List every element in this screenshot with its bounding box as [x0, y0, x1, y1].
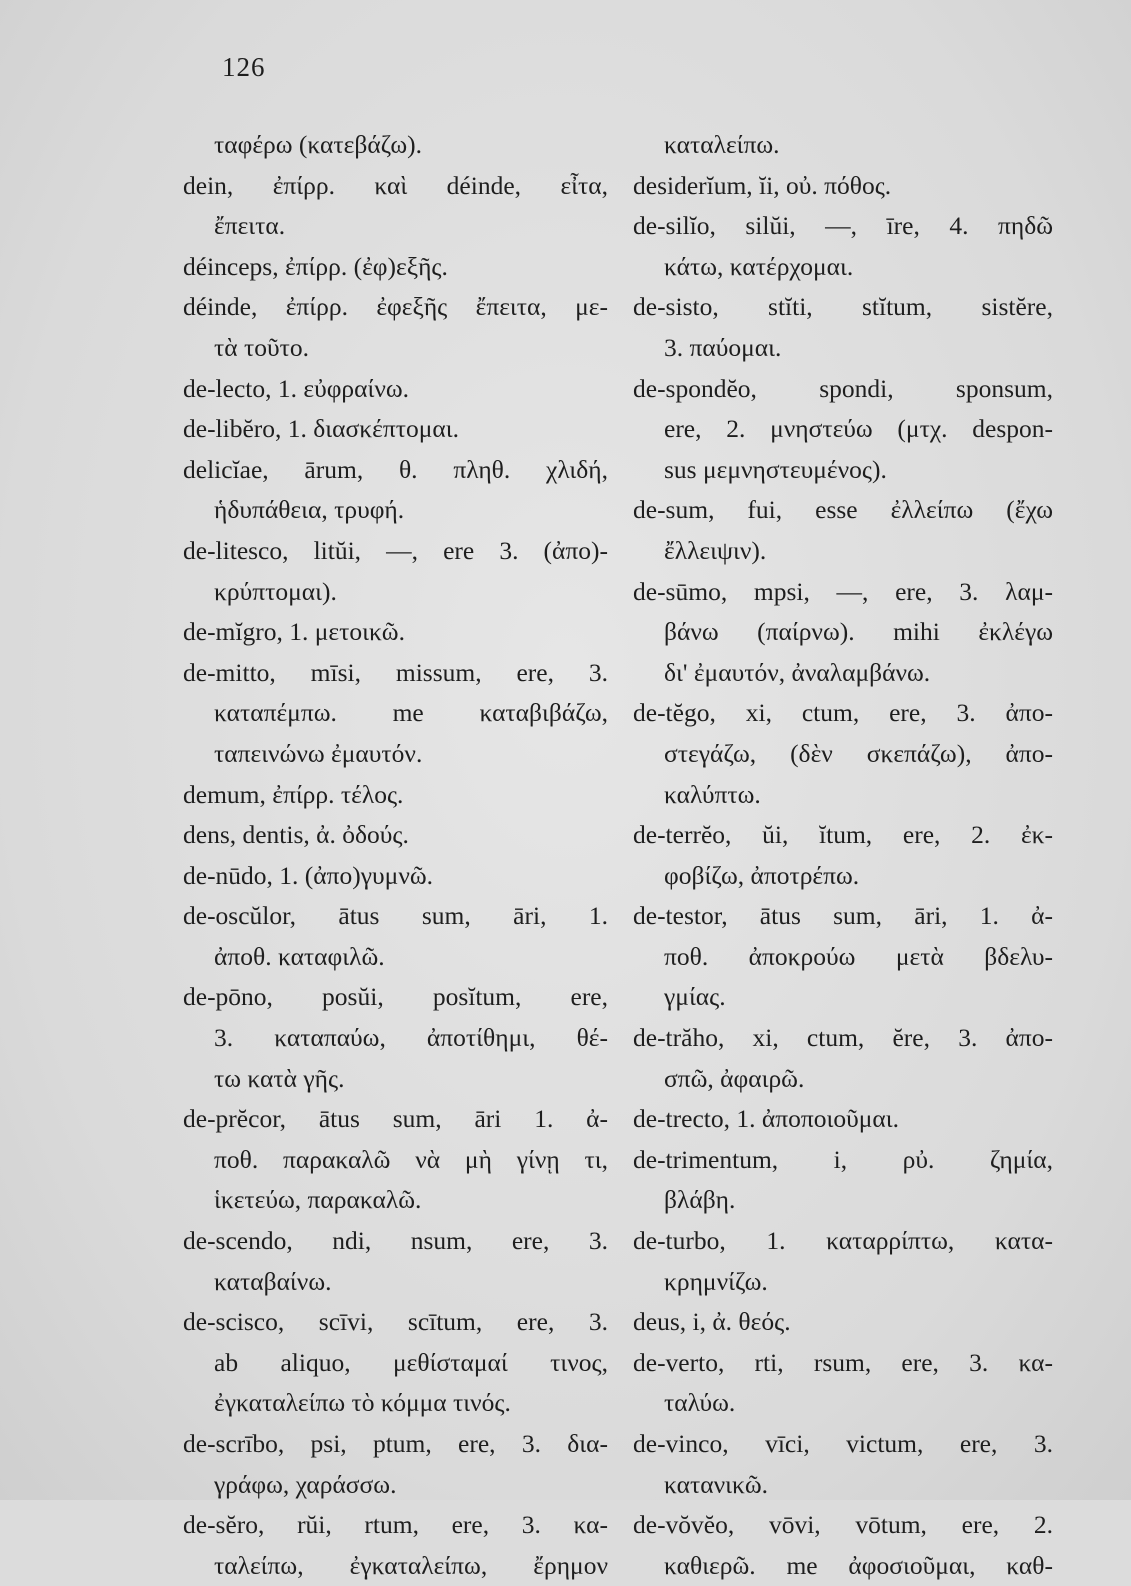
entry-line: de-vŏvĕo, vōvi, vōtum, ere, 2. — [633, 1510, 1053, 1540]
entry-line: δι' ἐμαυτόν, ἀναλαμβάνω. — [664, 657, 931, 687]
entry-line: 3. καταπαύω, ἀποτίθημι, θέ- — [214, 1023, 608, 1053]
entry-line: de-libĕro, 1. διασκέπτομαι. — [183, 414, 459, 444]
entry-line: sus μεμνηστευμένος). — [664, 454, 887, 484]
entry-line: ab aliquo, μεθίσταμαί τινος, — [214, 1347, 608, 1377]
entry-line: καθιερῶ. me ἀφοσιοῦμαι, καθ- — [664, 1550, 1053, 1580]
entry-line: ταλύω. — [664, 1388, 736, 1418]
entry-line: de-trecto, 1. ἀποποιοῦμαι. — [633, 1104, 899, 1134]
entry-line: στεγάζω, (δὲν σκεπάζω), ἀπο- — [664, 738, 1053, 768]
entry-line: de-sisto, stĭti, stĭtum, sistĕre, — [633, 292, 1053, 322]
entry-line: ποθ. ἀποκρούω μετὰ βδελυ- — [664, 941, 1053, 971]
entry-line: κατανικῶ. — [664, 1469, 768, 1499]
entry-line: de-sĕro, rŭi, rtum, ere, 3. κα- — [183, 1510, 608, 1540]
entry-line: de-lecto, 1. εὐφραίνω. — [183, 373, 410, 403]
entry-line: γράφω, χαράσσω. — [214, 1469, 397, 1499]
entry-line: de-sum, fui, esse ἐλλείπω (ἔχω — [633, 495, 1053, 525]
entry-line: ἔλλειψιν). — [664, 535, 767, 565]
entry-line: déinde, ἐπίρρ. ἐφεξῆς ἔπειτα, με- — [183, 292, 608, 322]
entry-line: ἀποθ. καταφιλῶ. — [214, 941, 385, 971]
entry-line: βλάβη. — [664, 1185, 736, 1215]
entry-line: ἐγκαταλείπω τὸ κόμμα τινός. — [214, 1388, 511, 1418]
entry-line: de-verto, rti, rsum, ere, 3. κα- — [633, 1347, 1053, 1377]
entry-line: de-terrĕo, ŭi, ĭtum, ere, 2. ἐκ- — [633, 820, 1053, 850]
entry-line: ere, 2. μνηστεύω (μτχ. despon- — [664, 414, 1053, 444]
entry-line: dein, ἐπίρρ. καὶ déinde, εἶτα, — [183, 170, 608, 200]
entry-line: φοβίζω, ἀποτρέπω. — [664, 860, 860, 890]
entry-line: de-scendo, ndi, nsum, ere, 3. — [183, 1226, 608, 1256]
entry-line: de-turbo, 1. καταρρίπτω, κατα- — [633, 1226, 1053, 1256]
right-column — [633, 125, 1053, 1586]
entry-line: de-scrībo, psi, ptum, ere, 3. δια- — [183, 1429, 608, 1458]
entry-line: déinceps, ἐπίρρ. (ἐφ)εξῆς. — [183, 251, 448, 281]
left-column — [183, 125, 608, 1586]
entry-line: καταβαίνω. — [214, 1266, 332, 1296]
entry-line: κρημνίζω. — [664, 1266, 768, 1296]
entry-line: delicĭae, ārum, θ. πληθ. χλιδή, — [183, 454, 608, 484]
entry-line: dens, dentis, ἀ. ὀδούς. — [183, 820, 409, 850]
entry-line: τὰ τοῦτο. — [214, 332, 309, 362]
entry-line: de-pōno, posŭi, posĭtum, ere, — [183, 982, 608, 1012]
entry-line: de-nūdo, 1. (ἀπο)γυμνῶ. — [183, 860, 434, 890]
entry-line: 3. παύομαι. — [664, 332, 782, 362]
entry-line: σπῶ, ἀφαιρῶ. — [664, 1063, 805, 1093]
entry-line: de-tĕgo, xi, ctum, ere, 3. ἀπο- — [633, 698, 1053, 728]
entry-line: de-prĕcor, ātus sum, āri 1. ἀ- — [183, 1104, 608, 1134]
entry-line: de-oscŭlor, ātus sum, āri, 1. — [183, 901, 608, 931]
entry-line: de-spondĕo, spondi, sponsum, — [633, 373, 1053, 403]
entry-line: γμίας. — [664, 982, 726, 1012]
entry-line: ἱκετεύω, παρακαλῶ. — [214, 1185, 422, 1215]
entry-line: de-scisco, scīvi, scītum, ere, 3. — [183, 1307, 608, 1337]
entry-line: de-trimentum, i, ρὐ. ζημία, — [633, 1144, 1053, 1174]
entry-line: demum, ἐπίρρ. τέλος. — [183, 779, 404, 809]
entry-line: ταλείπω, ἐγκαταλείπω, ἔρημον — [214, 1550, 608, 1580]
entry-line: καλύπτω. — [664, 779, 761, 809]
entry-line: ταφέρω (κατεβάζω). — [214, 130, 422, 159]
entry-line: de-silĭo, silŭi, —, īre, 4. πηδῶ — [633, 211, 1053, 241]
page-number: 126 — [222, 52, 266, 82]
entry-line: de-testor, ātus sum, āri, 1. ἀ- — [633, 901, 1053, 931]
entry-line: ἡδυπάθεια, τρυφή. — [214, 495, 405, 525]
entry-line: de-vinco, vīci, victum, ere, 3. — [633, 1429, 1053, 1458]
entry-line: καταλείπω. — [664, 130, 780, 159]
entry-line: desiderĭum, ĭi, οὐ. πόθος. — [633, 170, 892, 200]
entry-line: deus, i, ἀ. θεός. — [633, 1307, 791, 1337]
entry-line: de-mitto, mīsi, missum, ere, 3. — [183, 657, 608, 687]
entry-line: ταπεινώνω ἐμαυτόν. — [214, 738, 423, 768]
entry-line: βάνω (παίρνω). mihi ἐκλέγω — [664, 617, 1053, 647]
entry-line: de-litesco, litŭi, —, ere 3. (ἀπο)- — [183, 535, 608, 565]
entry-line: de-trăho, xi, ctum, ĕre, 3. ἀπο- — [633, 1023, 1053, 1053]
entry-line: καταπέμπω. me καταβιβάζω, — [214, 698, 608, 728]
entry-line: ἔπειτα. — [214, 211, 286, 241]
entry-line: κάτω, κατέρχομαι. — [664, 251, 854, 281]
entry-line: ποθ. παρακαλῶ νὰ μὴ γίνῃ τι, — [214, 1144, 608, 1174]
entry-line: κρύπτομαι). — [214, 576, 337, 606]
entry-line: de-mĭgro, 1. μετοικῶ. — [183, 617, 405, 647]
entry-line: τω κατὰ γῆς. — [214, 1063, 345, 1093]
entry-line: de-sūmo, mpsi, —, ere, 3. λαμ- — [633, 576, 1053, 606]
